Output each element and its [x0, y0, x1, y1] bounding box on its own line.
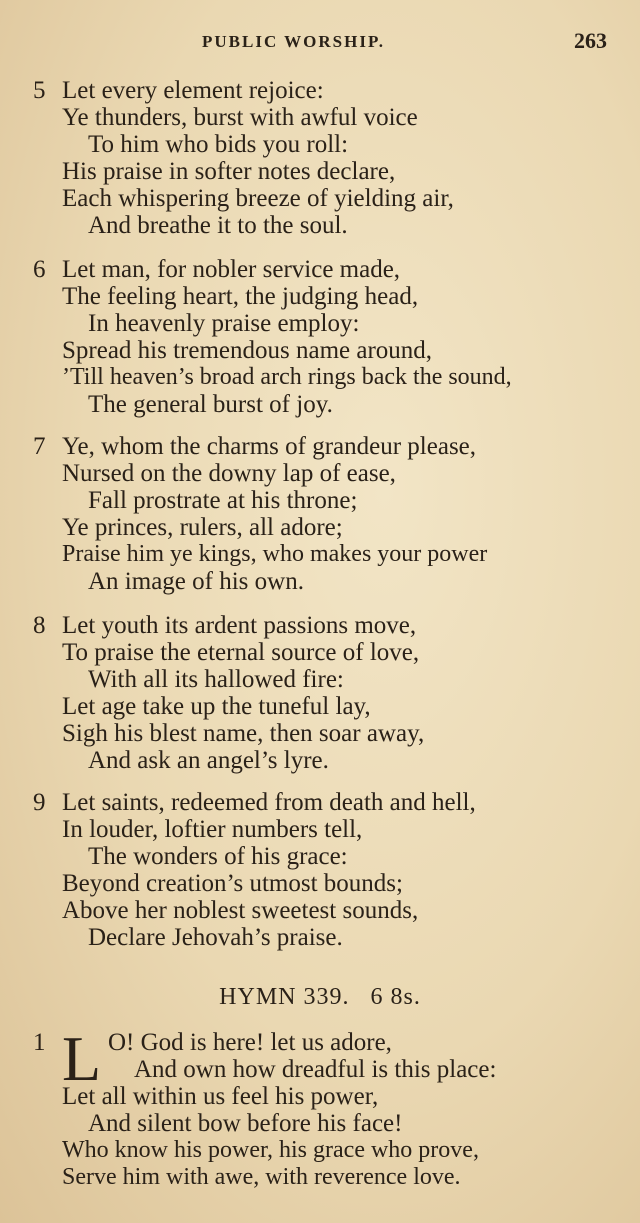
verse-line: Serve him with awe, with reverence love.	[62, 1164, 461, 1190]
verse-line: Ye, whom the charms of grandeur please,	[62, 433, 477, 460]
verse-line: Spread his tremendous name around,	[62, 337, 433, 364]
page-number: 263	[574, 28, 607, 53]
verse-line: And own how dreadful is this place:	[134, 1056, 497, 1083]
verse-line: Let man, for nobler service made,	[62, 256, 401, 283]
verse-line: Let all within us feel his power,	[62, 1083, 379, 1110]
verse-line: Sigh his blest name, then soar away,	[62, 720, 425, 747]
verse-line: Let every element rejoice:	[62, 77, 324, 104]
verse-line: The wonders of his grace:	[88, 843, 348, 870]
verse-line: And silent bow before his face!	[88, 1110, 403, 1137]
verse-line: Declare Jehovah’s praise.	[88, 924, 343, 951]
verse-line: The general burst of joy.	[88, 391, 333, 418]
verse-line: Ye princes, rulers, all adore;	[62, 514, 343, 541]
stanza-number: 6	[33, 256, 46, 283]
verse-line: In heavenly praise employ:	[88, 310, 360, 337]
drop-cap: L	[62, 1023, 102, 1094]
stanza-number: 7	[33, 433, 46, 460]
verse-line: Let saints, redeemed from death and hell,	[62, 789, 476, 816]
stanza-number: 9	[33, 789, 46, 816]
verse-line: Fall prostrate at his throne;	[88, 487, 358, 514]
verse-line: Above her noblest sweetest sounds,	[62, 897, 419, 924]
stanza-number: 5	[33, 77, 46, 104]
verse-line: O! God is here! let us adore,	[108, 1029, 392, 1056]
verse-line: Praise him ye kings, who makes your power	[62, 541, 488, 567]
page-header	[0, 26, 640, 62]
hymn-heading: HYMN 339. 6 8s.	[219, 984, 421, 1010]
verse-line: Who know his power, his grace who prove,	[62, 1137, 479, 1163]
verse-line: An image of his own.	[88, 568, 304, 595]
verse-line: To praise the eternal source of love,	[62, 639, 420, 666]
stanza-number: 1	[33, 1029, 46, 1056]
verse-line: In louder, loftier numbers tell,	[62, 816, 363, 843]
verse-line: Each whispering breeze of yielding air,	[62, 185, 454, 212]
verse-line: His praise in softer notes declare,	[62, 158, 396, 185]
verse-line: And ask an angel’s lyre.	[88, 747, 329, 774]
verse-line: Let youth its ardent passions move,	[62, 612, 417, 639]
verse-line: And breathe it to the soul.	[88, 212, 348, 239]
verse-line: The feeling heart, the judging head,	[62, 283, 419, 310]
verse-line: Ye thunders, burst with awful voice	[62, 104, 418, 131]
verse-line: With all its hallowed fire:	[88, 666, 344, 693]
verse-line: Let age take up the tuneful lay,	[62, 693, 371, 720]
verse-line: ’Till heaven’s broad arch rings back the sound,	[62, 364, 512, 390]
stanza-number: 8	[33, 612, 46, 639]
running-title: PUBLIC WORSHIP.	[202, 32, 386, 51]
verse-line: To him who bids you roll:	[88, 131, 349, 158]
verse-line: Beyond creation’s utmost bounds;	[62, 870, 403, 897]
verse-line: Nursed on the downy lap of ease,	[62, 460, 396, 487]
